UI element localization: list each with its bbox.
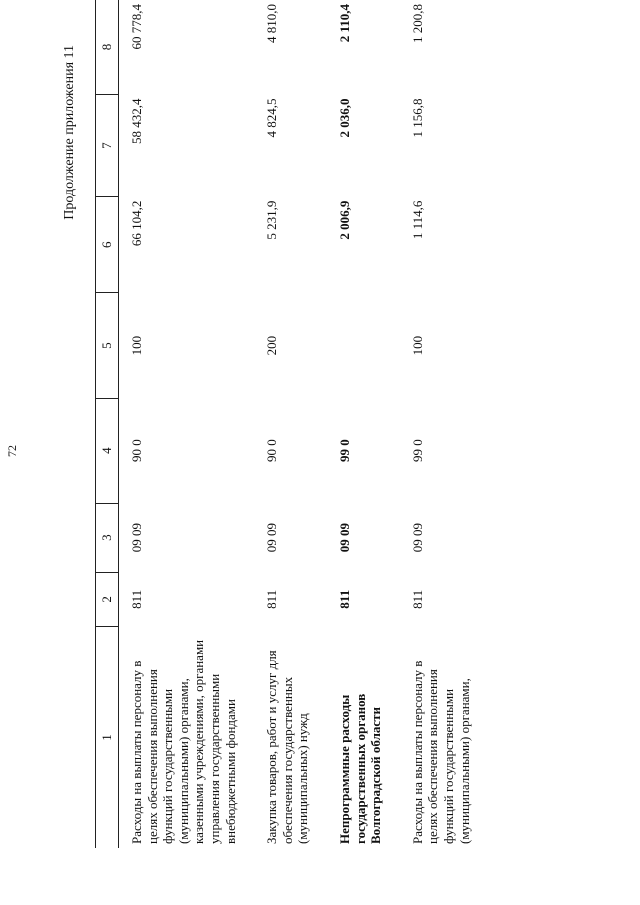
cell-amount-3: 2 110,4 bbox=[336, 4, 352, 43]
cell-ministry-code: 811 bbox=[336, 589, 352, 609]
cell-amount-2: 4 824,5 bbox=[264, 98, 280, 138]
page-number: 72 bbox=[5, 445, 19, 457]
cell-target-article: 90 0 bbox=[129, 439, 144, 463]
table-row bbox=[400, 0, 488, 848]
cell-ministry-code: 811 bbox=[264, 589, 280, 609]
cell-amount-1: 5 231,9 bbox=[264, 200, 280, 240]
cell-expense-type: 100 bbox=[409, 335, 425, 356]
cell-target-article: 99 0 bbox=[409, 439, 425, 463]
cell-amount-2: 1 156,8 bbox=[409, 98, 425, 138]
header-col-7: 7 bbox=[96, 95, 119, 197]
cell-amount-1: 66 104,2 bbox=[129, 200, 144, 247]
cell-amount-3: 60 778,4 bbox=[129, 4, 144, 50]
row-name: Закупка товаров, работ и услуг для обеспечения государственных (муниципальных) нужд bbox=[264, 650, 311, 844]
cell-expense-type: 100 bbox=[129, 335, 144, 356]
cell-section-code: 09 09 bbox=[129, 523, 144, 553]
header-col-1: 1 bbox=[96, 626, 119, 848]
header-col-8: 8 bbox=[96, 0, 119, 95]
table-row bbox=[254, 0, 327, 848]
cell-expense-type: 200 bbox=[264, 335, 280, 356]
cell-amount-1: 1 114,6 bbox=[409, 200, 425, 240]
cell-target-article: 90 0 bbox=[264, 439, 280, 463]
budget-table bbox=[95, 0, 488, 848]
table-row bbox=[327, 0, 400, 848]
header-col-3: 3 bbox=[96, 503, 119, 572]
cell-amount-2: 2 036,0 bbox=[336, 98, 352, 138]
cell-amount-2: 58 432,4 bbox=[129, 98, 144, 145]
cell-amount-1: 2 006,9 bbox=[336, 200, 352, 240]
cell-section-code: 09 09 bbox=[409, 523, 425, 553]
cell-amount-3: 1 200,8 bbox=[409, 4, 425, 43]
cell-expense-type bbox=[327, 293, 400, 398]
cell-ministry-code: 811 bbox=[129, 589, 144, 609]
header-col-2: 2 bbox=[96, 572, 119, 626]
row-name: Расходы на выплаты персоналу в целях обеспечения выполнения функций государственными (муниципальными) органами, bbox=[409, 660, 472, 844]
cell-section-code: 09 09 bbox=[264, 523, 280, 553]
row-name: Расходы на выплаты персоналу в целях обеспечения выполнения функций государственными (муниципальными) органами, казенными учреждениями, органами управления государственными внебюджетными фондами bbox=[129, 639, 238, 844]
header-col-4: 4 bbox=[96, 398, 119, 503]
header-col-5: 5 bbox=[96, 293, 119, 398]
cell-section-code: 09 09 bbox=[336, 523, 352, 553]
cell-amount-3: 4 810,0 bbox=[264, 4, 280, 43]
appendix-continuation-note: Продолжение приложения 11 bbox=[62, 45, 77, 220]
cell-target-article: 99 0 bbox=[336, 439, 352, 463]
header-col-6: 6 bbox=[96, 197, 119, 293]
table-header-row bbox=[96, 0, 119, 848]
cell-ministry-code: 811 bbox=[409, 589, 425, 609]
table-row bbox=[119, 0, 255, 848]
row-name: Непрограммные расходы государственных органов Волгоградской области bbox=[336, 693, 384, 844]
